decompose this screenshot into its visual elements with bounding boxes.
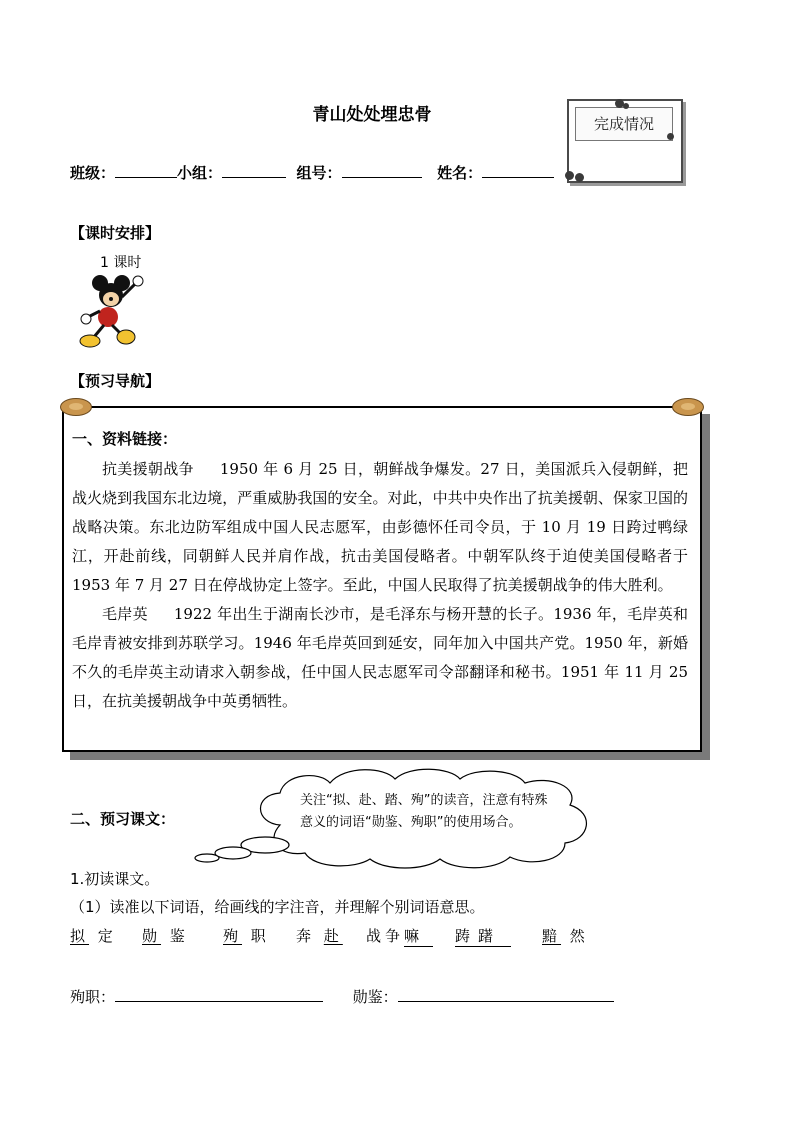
schedule-heading: 【课时安排】 <box>70 224 161 242</box>
badge-label: 完成情况 <box>575 107 673 141</box>
name-label: 姓名： <box>437 164 483 182</box>
para1-term: 抗美援朝战争 <box>102 460 194 478</box>
vocab-word: 拟 定 <box>70 927 117 945</box>
preview-text-heading: 二、预习课文： <box>70 810 176 828</box>
scroll-roll-left-icon <box>60 398 92 416</box>
def2-blank[interactable] <box>398 987 614 1002</box>
student-info-row <box>70 162 554 183</box>
step-1: 1.初读课文。 <box>70 870 160 888</box>
class-blank[interactable] <box>115 163 177 178</box>
badge-dot-icon <box>565 171 574 180</box>
vocab-word: 奔 赴 <box>296 927 343 945</box>
def2-label: 勋鉴： <box>352 988 398 1006</box>
def1-blank[interactable] <box>115 987 323 1002</box>
group-label: 小组： <box>177 164 223 182</box>
class-label: 班级： <box>70 164 116 182</box>
group-no-blank[interactable] <box>342 163 422 178</box>
completion-badge <box>563 95 683 183</box>
cloud-note: 关注“拟、赴、踏、殉”的读音，注意有特殊意义的词语“勋鉴、殉职”的使用场合。 <box>300 793 548 830</box>
vocab-word: 殉 职 <box>223 927 270 945</box>
badge-dot-icon <box>575 173 584 182</box>
schedule-value: 1 课时 <box>100 255 142 271</box>
badge-dot-icon <box>667 133 674 140</box>
resource-paragraph-2 <box>72 600 688 716</box>
definition-row <box>70 986 614 1007</box>
page-title: 青山处处埋忠骨 <box>312 105 432 125</box>
group-no-label: 组号： <box>296 164 342 182</box>
vocab-word: 黯 然 <box>542 927 589 945</box>
resource-heading: 一、资料链接： <box>72 430 178 448</box>
para2-body: 1922 年出生于湖南长沙市，是毛泽东与杨开慧的长子。1936 年，毛岸英和毛岸青被安排到苏联学习。1946 年毛岸英回到延安，同年加入中国共产党。1950 年，新婚不久的毛岸英主动请求入朝参战，任中国人民志愿军司令部翻译和秘书。1951 年 11 月 25 日，在抗美援朝战争中英勇牺牲。 <box>72 605 688 710</box>
vocab-word: 勋 鉴 <box>142 927 189 945</box>
vocab-word: 踌躇 <box>455 925 511 946</box>
vocab-word: 战争嘛 <box>366 925 433 946</box>
def1-label: 殉职： <box>70 988 116 1006</box>
mickey-illustration <box>78 275 144 351</box>
para2-term: 毛岸英 <box>102 605 148 623</box>
preview-nav-heading: 【预习导航】 <box>70 372 161 390</box>
resource-paragraph-1 <box>72 455 688 600</box>
scroll-roll-right-icon <box>672 398 704 416</box>
step-1-1: （1）读准以下词语，给画线的字注音，并理解个别词语意思。 <box>70 898 485 916</box>
para1-body: 1950 年 6 月 25 日，朝鲜战争爆发。27 日，美国派兵入侵朝鲜，把战火烧到我国东北边境，严重威胁我国的安全。对此，中共中央作出了抗美援朝、保家卫国的战略决策。东北边防军组成中国人民志愿军，由彭德怀任司令员，于 10 月 19 日跨过鸭绿江，开赴前线，同朝鲜人民并肩作战，抗击美国侵略者。中朝军队终于迫使美国侵略者于 1953 年 7 月 27 日在停战协定上签字。至此，中国人民取得了抗美援朝战争的伟大胜利。 <box>72 460 688 594</box>
resource-content <box>72 428 688 716</box>
name-blank[interactable] <box>482 163 554 178</box>
badge-dot-icon <box>623 103 629 109</box>
group-blank[interactable] <box>222 163 286 178</box>
